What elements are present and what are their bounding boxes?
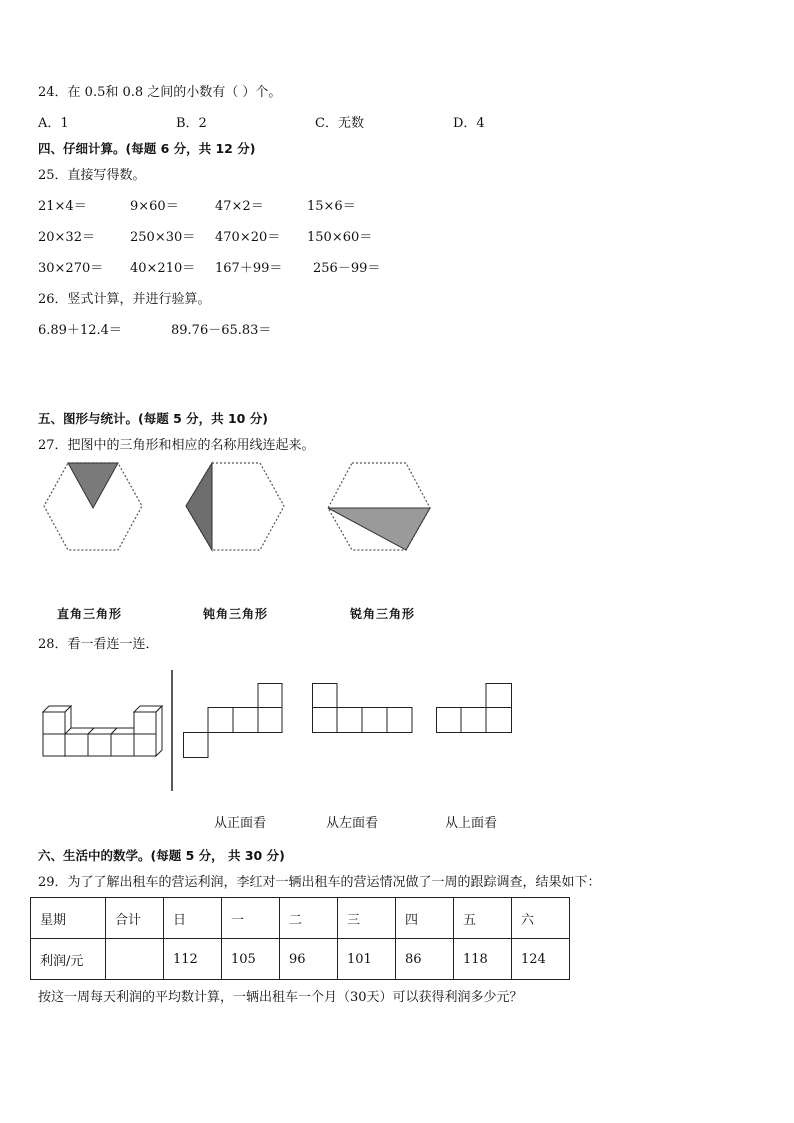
view-label-left: 从左面看 <box>326 816 379 831</box>
hexagon-figure-3 <box>327 462 431 552</box>
q25-expr: 470×20＝ <box>215 230 281 245</box>
q29-stem: 29．为了了解出租车的营运利润，李红对一辆出租车的营运情况做了一周的跟踪调查，结果如下： <box>38 875 601 890</box>
q29-question: 按这一周每天利润的平均数计算，一辆出租车一个月（30天）可以获得利润多少元？ <box>38 990 523 1005</box>
q25-expr: 9×60＝ <box>130 199 179 214</box>
q25-expr: 256－99＝ <box>313 261 381 276</box>
acute-triangle-shape <box>328 508 430 550</box>
table-row <box>31 898 570 939</box>
q25-expr: 30×270＝ <box>38 261 104 276</box>
table-header-cell: 六 <box>512 898 570 939</box>
table-header-cell: 二 <box>280 898 338 939</box>
table-header-cell: 一 <box>222 898 280 939</box>
q25-expr: 40×210＝ <box>130 261 196 276</box>
obtuse-triangle-shape <box>186 463 212 550</box>
q25-stem: 25．直接写得数。 <box>38 168 146 183</box>
table-header-cell: 四 <box>396 898 454 939</box>
table-row-label: 利润/元 <box>31 939 106 980</box>
view-grid-2 <box>312 683 413 734</box>
label-right-triangle: 直角三角形 <box>57 607 123 621</box>
q24-option-c: C．无数 <box>315 116 364 131</box>
section-4-heading: 四、仔细计算。(每题 6 分，共 12 分) <box>38 141 256 156</box>
section-6-heading: 六、生活中的数学。(每题 5 分， 共 30 分) <box>38 848 285 863</box>
table-header-cell: 五 <box>454 898 512 939</box>
divider-line <box>171 670 175 792</box>
q26-expr-2: 89.76－65.83＝ <box>171 323 272 338</box>
q25-expr: 47×2＝ <box>215 199 264 214</box>
q25-expr: 167＋99＝ <box>215 261 283 276</box>
right-triangle-shape <box>68 463 118 508</box>
table-header-cell: 日 <box>164 898 222 939</box>
table-cell: 105 <box>222 939 280 980</box>
view-label-front: 从正面看 <box>214 816 267 831</box>
table-header-cell: 合计 <box>106 898 164 939</box>
q28-stem: 28．看一看连一连． <box>38 637 159 652</box>
table-row <box>31 939 570 980</box>
hexagon-figure-2 <box>185 462 285 552</box>
view-grid-1 <box>183 683 283 759</box>
table-header-cell: 三 <box>338 898 396 939</box>
q25-expr: 250×30＝ <box>130 230 196 245</box>
q24-stem: 24．在 0.5和 0.8 之间的小数有（ ）个。 <box>38 85 282 100</box>
cube-solid-figure <box>42 704 162 764</box>
hexagon-figure-1 <box>43 462 143 552</box>
q25-expr: 150×60＝ <box>307 230 373 245</box>
table-cell: 124 <box>512 939 570 980</box>
table-header-cell: 星期 <box>31 898 106 939</box>
table-cell: 112 <box>164 939 222 980</box>
q24-option-a: A．1 <box>38 116 69 131</box>
view-label-top: 从上面看 <box>445 816 498 831</box>
q25-expr: 15×6＝ <box>307 199 356 214</box>
q24-option-b: B．2 <box>176 116 207 131</box>
q26-stem: 26．竖式计算，并进行验算。 <box>38 292 211 307</box>
q27-stem: 27．把图中的三角形和相应的名称用线连起来。 <box>38 438 315 453</box>
section-5-heading: 五、图形与统计。(每题 5 分，共 10 分) <box>38 411 268 426</box>
q25-expr: 20×32＝ <box>38 230 95 245</box>
view-grid-3 <box>436 683 513 734</box>
profit-table <box>30 897 570 980</box>
table-cell: 101 <box>338 939 396 980</box>
table-cell <box>106 939 164 980</box>
q26-expr-1: 6.89＋12.4＝ <box>38 323 122 338</box>
q25-expr: 21×4＝ <box>38 199 87 214</box>
table-cell: 96 <box>280 939 338 980</box>
table-cell: 86 <box>396 939 454 980</box>
q24-option-d: D．4 <box>453 116 485 131</box>
label-acute-triangle: 锐角三角形 <box>350 607 416 621</box>
table-cell: 118 <box>454 939 512 980</box>
label-obtuse-triangle: 钝角三角形 <box>203 607 269 621</box>
